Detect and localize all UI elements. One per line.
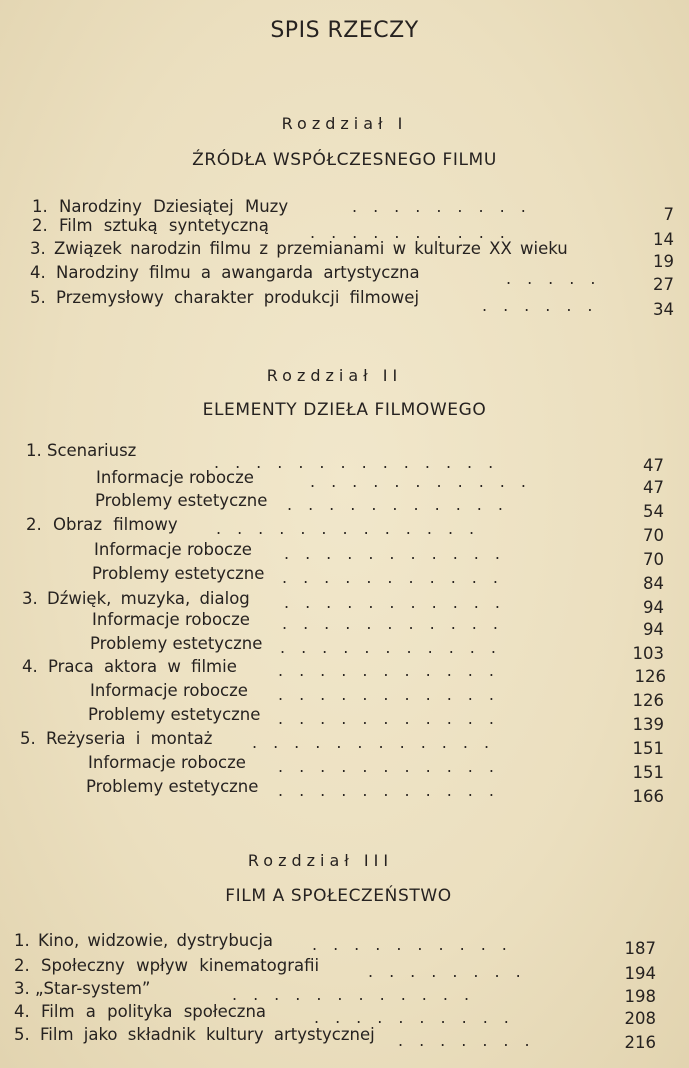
toc-entry-page: 70: [643, 526, 664, 545]
dot-leader: . . . . . . . . . . .: [284, 593, 500, 612]
dot-leader: . . . . . . . . . . .: [282, 614, 498, 633]
toc-entry: [30, 287, 674, 319]
dot-leader: . . . . . . . . . . .: [282, 568, 498, 587]
toc-entry-label: 2. Społeczny wpływ kinematografii: [14, 956, 320, 975]
toc-entry-label: Informacje robocze: [92, 610, 250, 629]
toc-entry-label: 3. „Star-system”: [14, 979, 151, 998]
toc-entry-label: Informacje robocze: [88, 753, 246, 772]
dot-leader: . . . . . . . . . .: [312, 935, 507, 954]
dot-leader: . . . . . . . . . . .: [278, 757, 494, 776]
dot-leader: . . . . . . . . . . .: [287, 495, 503, 514]
toc-entry: [14, 978, 674, 1006]
dot-leader: . . . . . . . . . . . .: [252, 733, 490, 752]
toc-entry: [26, 440, 674, 475]
toc-entry-label: Informacje robocze: [96, 468, 254, 487]
chapter-title: ELEMENTY DZIEŁA FILMOWEGO: [202, 400, 487, 420]
toc-entry-label: 2. Obraz filmowy: [26, 515, 178, 534]
toc-entry-label: Informacje robocze: [90, 681, 248, 700]
toc-entry: [22, 656, 674, 686]
dot-leader: . . . . . . . . . .: [314, 1008, 509, 1027]
toc-entry-label: Problemy estetyczne: [90, 634, 263, 653]
dot-leader: . . . . . . . . . .: [310, 223, 505, 242]
toc-entry-page: 151: [632, 763, 664, 782]
toc-entry-page: 84: [643, 574, 664, 593]
toc-entry-label: 3. Związek narodzin filmu z przemianami w kulturze XX wieku: [30, 239, 568, 258]
dot-leader: . . . . . . .: [398, 1031, 530, 1050]
chapter-label: Rozdział III: [247, 851, 394, 870]
toc-entry: [30, 262, 674, 294]
toc-entry-page: 216: [624, 1033, 656, 1052]
toc-entry-label: 5. Przemysłowy charakter produkcji filmowej: [30, 288, 420, 307]
toc-entry-page: 7: [663, 205, 674, 224]
toc-entry: [14, 1001, 674, 1028]
toc-entry: [14, 955, 674, 983]
toc-entry-label: Problemy estetyczne: [95, 491, 268, 510]
toc-entry: [92, 563, 674, 593]
toc-entry-page: 187: [624, 939, 656, 958]
dot-leader: . . . . . . . . . . .: [278, 781, 494, 800]
toc-entry-label: 1. Kino, widzowie, dystrybucja: [14, 931, 274, 950]
toc-entry-page: 54: [643, 502, 664, 521]
dot-leader: . . . . . . . . . . .: [280, 638, 496, 657]
toc-entry: [22, 588, 674, 617]
dot-leader: . . . . . . . . . . .: [284, 544, 500, 563]
toc-entry-page: 27: [653, 275, 674, 294]
dot-leader: . . . . . . . . . . . . .: [216, 519, 475, 538]
toc-entry-label: 2. Film sztuką syntetyczną: [32, 216, 269, 235]
dot-leader: . . . . . .: [482, 296, 593, 315]
dot-leader: . . . . .: [506, 269, 596, 288]
toc-entry-page: 208: [624, 1009, 656, 1028]
chapter-label: Rozdział II: [266, 366, 403, 385]
chapter-label: Rozdział I: [281, 114, 408, 133]
toc-entry: [20, 728, 674, 758]
toc-entry: [30, 238, 674, 271]
toc-entry: [90, 633, 674, 663]
dot-leader: . . . . . . . .: [368, 962, 521, 981]
toc-entry: [14, 930, 674, 958]
toc-entry-page: 194: [624, 964, 656, 983]
toc-entry: [26, 514, 674, 545]
toc-entry: [88, 704, 674, 734]
toc-entry-page: 19: [653, 252, 674, 271]
toc-entry-page: 47: [643, 478, 664, 497]
dot-leader: . . . . . . . . . . . . . .: [214, 453, 494, 472]
dot-leader: . . . . . . . . . . . .: [232, 985, 470, 1004]
toc-entry: [90, 680, 674, 710]
dot-leader: . . . . . . . . . . .: [278, 709, 494, 728]
toc-entry-page: 94: [643, 620, 664, 639]
toc-entry: [96, 467, 674, 497]
toc-entry-page: 47: [643, 456, 664, 475]
chapter-title: FILM A SPOŁECZEŃSTWO: [225, 886, 452, 906]
toc-entry-label: 4. Praca aktora w filmie: [22, 657, 237, 676]
toc-entry-label: 4. Film a polityka społeczna: [14, 1002, 267, 1021]
dot-leader: . . . . . . . . . . .: [278, 661, 494, 680]
toc-entry-label: 1. Narodziny Dziesiątej Muzy: [32, 197, 289, 216]
toc-entry-page: 94: [643, 598, 664, 617]
dot-leader: . . . . . . . . . . .: [278, 685, 494, 704]
toc-entry-label: 5. Reżyseria i montaż: [20, 729, 213, 748]
toc-entry: [95, 490, 674, 521]
toc-entry-page: 166: [632, 787, 664, 806]
toc-entry-page: 34: [653, 300, 674, 319]
toc-entry-page: 126: [634, 667, 666, 686]
chapter-title: ŹRÓDŁA WSPÓŁCZESNEGO FILMU: [192, 150, 497, 170]
toc-entry-page: 14: [653, 230, 674, 249]
toc-entry-page: 139: [632, 715, 664, 734]
toc-entry: [94, 539, 674, 569]
dot-leader: . . . . . . . . . . .: [310, 472, 526, 491]
toc-entry-label: 4. Narodziny filmu a awangarda artystyczna: [30, 263, 420, 282]
toc-entry-label: Problemy estetyczne: [92, 564, 265, 583]
toc-entry-page: 151: [632, 739, 664, 758]
toc-entry-page: 198: [624, 987, 656, 1006]
toc-entry: [14, 1024, 674, 1052]
toc-entry-label: Informacje robocze: [94, 540, 252, 559]
toc-entry-label: 5. Film jako składnik kultury artystycznej: [14, 1025, 375, 1044]
toc-entry-page: 70: [643, 550, 664, 569]
dot-leader: . . . . . . . . .: [352, 197, 526, 216]
toc-entry-label: 3. Dźwięk, muzyka, dialog: [22, 589, 250, 608]
page-title: SPIS RZECZY: [270, 18, 419, 43]
toc-entry-label: Problemy estetyczne: [88, 705, 261, 724]
toc-entry: [92, 609, 674, 639]
toc-entry-label: 1. Scenariusz: [26, 441, 137, 460]
toc-entry-page: 103: [632, 644, 664, 663]
toc-entry-label: Problemy estetyczne: [86, 777, 259, 796]
toc-entry: [88, 752, 674, 782]
toc-entry: [86, 776, 674, 806]
toc-entry-page: 126: [632, 691, 664, 710]
